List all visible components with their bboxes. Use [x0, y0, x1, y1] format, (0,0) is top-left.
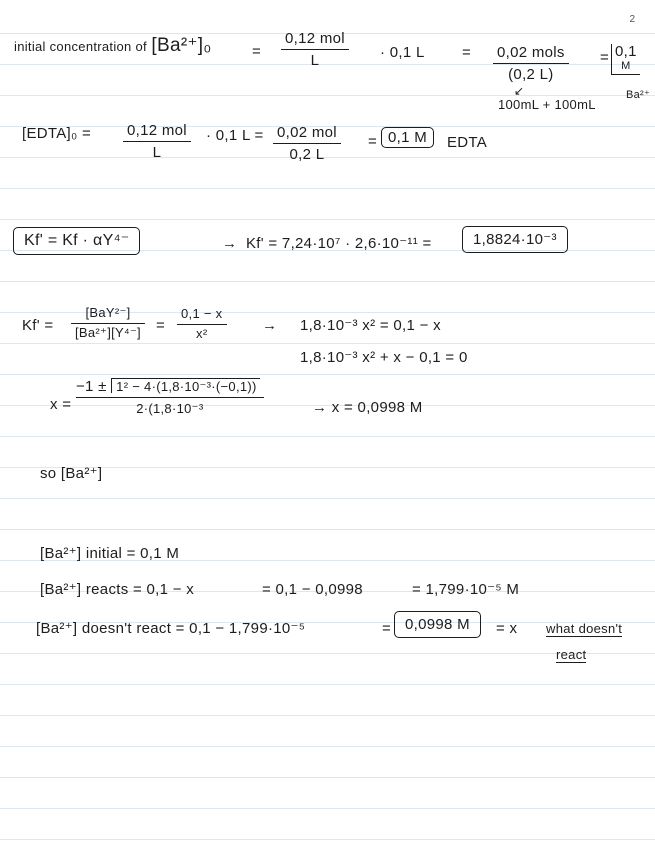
fraction-denominator: 0,2 L [289, 146, 325, 164]
edta-species: EDTA [447, 134, 488, 151]
equals-sign: = [600, 49, 610, 66]
ba-reacts-substitution: = 0,1 − 0,0998 [262, 581, 363, 598]
annotation-line-2: react [556, 647, 587, 662]
ba-not-react-result: 0,0998 M [394, 611, 481, 638]
edta-result-box [381, 127, 434, 148]
initial-concentration-label: initial concentration of [14, 39, 147, 54]
arrow-down-icon: ↙ [514, 84, 525, 98]
arrow-right-icon: → [262, 317, 278, 334]
edta-moles-fraction [268, 124, 346, 164]
fraction-denominator: [Ba²⁺][Y⁴⁻] [75, 324, 141, 340]
concentration-fraction [276, 30, 354, 70]
kf-calculation: Kf' = 7,24·10⁷ · 2,6·10⁻¹¹ = [246, 235, 432, 252]
fraction-numerator: 0,02 mols [493, 44, 569, 64]
fraction-numerator: 0,02 mol [273, 124, 341, 144]
equals-x: = x [496, 620, 518, 637]
fraction-numerator: 0,1 − x [177, 307, 227, 325]
ba-reacts-line: [Ba²⁺] reacts = 0,1 − x [40, 581, 195, 598]
volume-multiplier: · 0,1 L [380, 44, 425, 61]
equals-sign: = [368, 133, 378, 150]
kf-result-box [462, 226, 568, 253]
volume-note: 100mL + 100mL [498, 97, 596, 112]
conditional-kf-formula-box [13, 227, 140, 255]
fraction-numerator: 0,12 mol [281, 30, 349, 50]
edta-result: 0,1 M [381, 127, 434, 148]
fraction-numerator: 0,12 mol [123, 122, 191, 142]
result-species: Ba²⁺ [626, 89, 651, 101]
quadratic-denominator: 2·(1,8·10⁻³ [136, 401, 204, 416]
equals-sign: = [156, 317, 166, 334]
initial-ba-concentration-line [14, 36, 212, 55]
arrow-right-icon: → [222, 235, 238, 252]
annotation-line-1: what doesn't [546, 621, 623, 636]
equals-sign: = [252, 43, 262, 60]
kf-result: 1,8824·10⁻³ [462, 226, 568, 253]
edta-concentration-fraction [118, 122, 196, 162]
quadratic-x-label: x = [50, 396, 72, 413]
quadratic-prefix: −1 ± [76, 378, 107, 395]
conditional-kf-formula: Kf' = Kf · αY⁴⁻ [13, 227, 140, 255]
ba-initial-result [611, 44, 640, 75]
ba-reacts-result: = 1,799·10⁻⁵ M [412, 581, 520, 598]
kf-expression-fraction [66, 306, 150, 341]
so-ba-line: so [Ba²⁺] [40, 465, 103, 482]
fraction-denominator: L [152, 144, 162, 162]
edta-initial-label: [EDTA]₀ = [22, 125, 92, 142]
x-expression-fraction [172, 307, 232, 342]
result-value: 0,1 [615, 43, 637, 60]
equals-sign: = [462, 44, 472, 61]
ba-initial-symbol: [Ba²⁺]₀ [151, 35, 212, 56]
fraction-numerator: [BaY²⁻] [71, 306, 145, 324]
fraction-denominator: (0,2 L) [508, 66, 554, 84]
page-number: 2 [629, 14, 635, 25]
fraction-denominator: x² [196, 325, 208, 341]
ba-not-react-result-box [394, 611, 481, 638]
volume-multiplier: · 0,1 L = [206, 127, 264, 144]
moles-over-volume-fraction [488, 44, 574, 84]
ba-not-react-line: [Ba²⁺] doesn't react = 0,1 − 1,799·10⁻⁵ [36, 620, 306, 637]
result-unit: M [621, 60, 631, 72]
fraction-denominator: L [310, 52, 320, 70]
equation-b: 1,8·10⁻³ x² + x − 0,1 = 0 [300, 349, 468, 366]
ba-initial-line: [Ba²⁺] initial = 0,1 M [40, 545, 180, 562]
quadratic-formula [76, 378, 264, 415]
quadratic-radicand: 1² − 4·(1,8·10⁻³·(−0,1)) [111, 378, 260, 393]
kf-expression-label: Kf' = [22, 317, 54, 334]
equation-a: 1,8·10⁻³ x² = 0,1 − x [300, 317, 441, 334]
equals-sign: = [382, 620, 392, 637]
quadratic-result: → x = 0,0998 M [312, 399, 423, 416]
